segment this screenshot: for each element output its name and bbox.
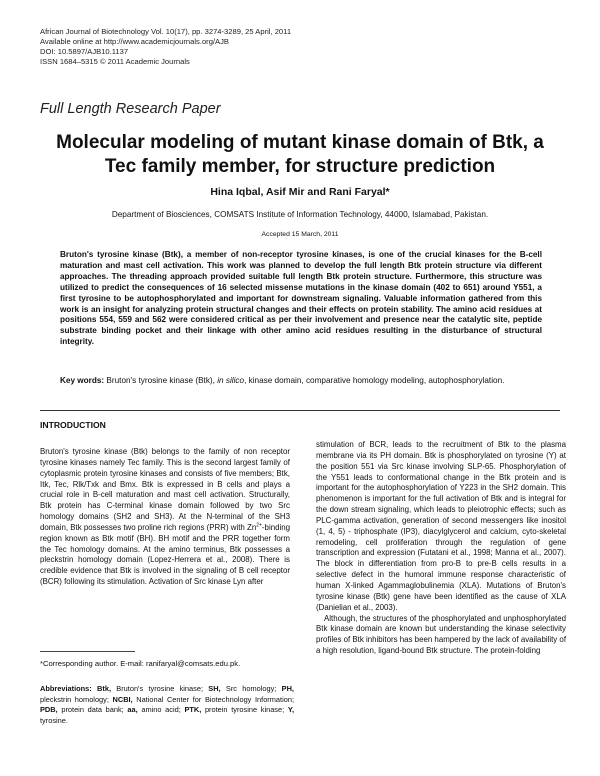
title-line-1: Molecular modeling of mutant kinase domain of Btk, a [56,132,544,153]
intro-right-column [316,440,566,657]
abbreviation-definition: amino acid; [137,705,185,715]
abbreviation-term: NCBI, [112,694,133,704]
corresponding-author: *Corresponding author. E-mail: ranifaryal@comsats.edu.pk. [40,659,241,668]
abbreviation-term: aa, [127,705,138,715]
keywords-italic: in silico [217,376,245,385]
abbreviation-term: PDB, [40,705,58,715]
abbreviation-term: PTK, [184,705,202,715]
title-line-2: Tec family member, for structure prediction [104,156,496,177]
abbreviations-label: Abbreviations: [40,684,92,693]
abbreviation-term: PH, [281,684,294,693]
abbreviation-definition: pleckstrin homology; [40,694,113,704]
accepted-date: Accepted 15 March, 2011 [261,231,339,238]
issn: ISSN 1684–5315 © 2011 Academic Journals [40,57,190,66]
paper-title [40,131,560,179]
journal-header [40,27,291,67]
section-type: Full Length Research Paper [40,101,221,117]
intro-left-text-2: -binding region known as Btk motif (BH). BH motif and the PRR together form the Tec homology domains. At the amino terminus, Btk possesses a pleckstrin homology domain (Lopez-Herrera et al., 2008). There is credible evidence that Btk is involved in the signaling of B cell receptor (BCR) following its stimulation. Activation of Src kinase Lyn after [40,522,290,587]
abbreviation-term: Y, [287,705,295,715]
zinc-charge: 2+ [256,522,262,529]
abbreviation-definition: protein data bank; [57,705,128,715]
abbreviation-definition: Bruton's tyrosine kinase; [111,684,209,693]
authors: Hina Iqbal, Asif Mir and Rani Faryal* [210,186,390,198]
intro-right-paragraph-2: Although, the structures of the phosphorylated and unphosphorylated Btk kinase domain are known but understanding the kinase selectivity profiles of Btk inhibitors has been hampered by the lack of availability of a high resolution, ligand-bound Btk structure. The protein-folding [316,613,567,656]
intro-right-paragraph-2-wrap [316,614,566,657]
journal-citation: African Journal of Biotechnology Vol. 10(17), pp. 3274-3289, 25 April, 2011 [40,27,292,36]
keywords-part-1: Bruton's tyrosine kinase (Btk), [106,376,215,385]
abbreviation-definition: National Center for Biotechnology Information; [132,694,294,704]
intro-left-text-1: Bruton's tyrosine kinase (Btk) belongs to the family of non receptor tyrosine kinases namely Tec family. This is the second largest family of cytoplasmic protein tyrosine kinases and consists of five members; Btk, Itk, Tec, Rlk/Txk and Bmx. Btk is expressed in B cells and plays a crucial role in B-cell maturation and mast cell activation. Structurally, Btk protein has C-terminal kinase domain followed by two Src homology domains (SH2 and SH3). At the N-terminal of the SH3 domain, Btk possesses two proline rich regions (PRR) with Zn [40,447,290,532]
abstract: Bruton's tyrosine kinase (Btk), a member of non-receptor tyrosine kinases, is one of the crucial kinases for the B-cell maturation and mast cell activation. This work was planned to develop the full length Btk protein structure via different approaches. The threading approach provided suitable full length Btk protein structure. Furthermore, this structure was utilized to predict the consequences of 16 selected missense mutations in the kinase domain (402 to 651) around Y551, a first tyrosine to be autophosphorylated and important for downstream signaling. Valuable information gathered from this work is an insight for analyzing protein structural changes and their effects on protein stability. The amino acid residues at positions 554, 559 and 562 were considered critical as per their involvement and presence near the catalytic site, peptide substrate binding pocket and their linkage with other amino acid residues resulting in the disturbance of structural integrity. [60,250,542,347]
section-divider [40,410,560,411]
journal-url: Available online at http://www.academicjournals.org/AJB [40,37,229,46]
abbreviation-definition: Src homology; [220,684,282,693]
intro-left-column [40,447,290,588]
keywords-part-2: , kinase domain, comparative homology modeling, autophosphorylation. [244,376,505,385]
abbreviation-term: SH, [208,684,221,693]
keywords [60,375,542,386]
abbreviation-definition: tyrosine. [40,715,68,725]
intro-heading: INTRODUCTION [40,420,106,430]
affiliation: Department of Biosciences, COMSATS Institute of Information Technology, 44000, Islamabad, Pakistan. [111,210,489,219]
abbreviations [40,684,294,726]
footnote-divider [40,651,135,652]
abbreviation-term: Btk, [97,684,111,693]
abbreviation-definition: protein tyrosine kinase; [201,705,288,715]
doi: DOI: 10.5897/AJB10.1137 [40,47,129,56]
intro-right-paragraph-1: stimulation of BCR, leads to the recruitment of Btk to the plasma membrane via its PH domain. Btk is phosphorylated on tyrosine (Y) at the position 551 via Src kinase involving SLP-65. Phosphorylation of the Y551 leads to conformational change in the Btk protein and is important for the autophosphorylation of Y223 in the SH2 domain. This phenomenon is important for the full activation of Btk and is integral for the down stream signaling, which leads to pleiotrophic effects; such as PLC-gamma activation, generation of second messengers like inositol (1, 4, 5) - triphosphate (IP3), diacylglycerol and calcium, cyto-skeletal remodeling, cell proliferation through the regulation of gene transcription and expression (Futatani et al., 1998; Manna et al., 2007). The block in differentiation from pro-B to pre-B cells results in a selective defect in the humoral immune response characteristic of human X-linked Agammaglobulinemia (XLA). Mutations of Bruton's tyrosine kinase (Btk) gene have been identified as the cause of XLA (Danielian et al., 2003). [316,440,566,612]
keywords-label: Key words: [60,376,105,385]
